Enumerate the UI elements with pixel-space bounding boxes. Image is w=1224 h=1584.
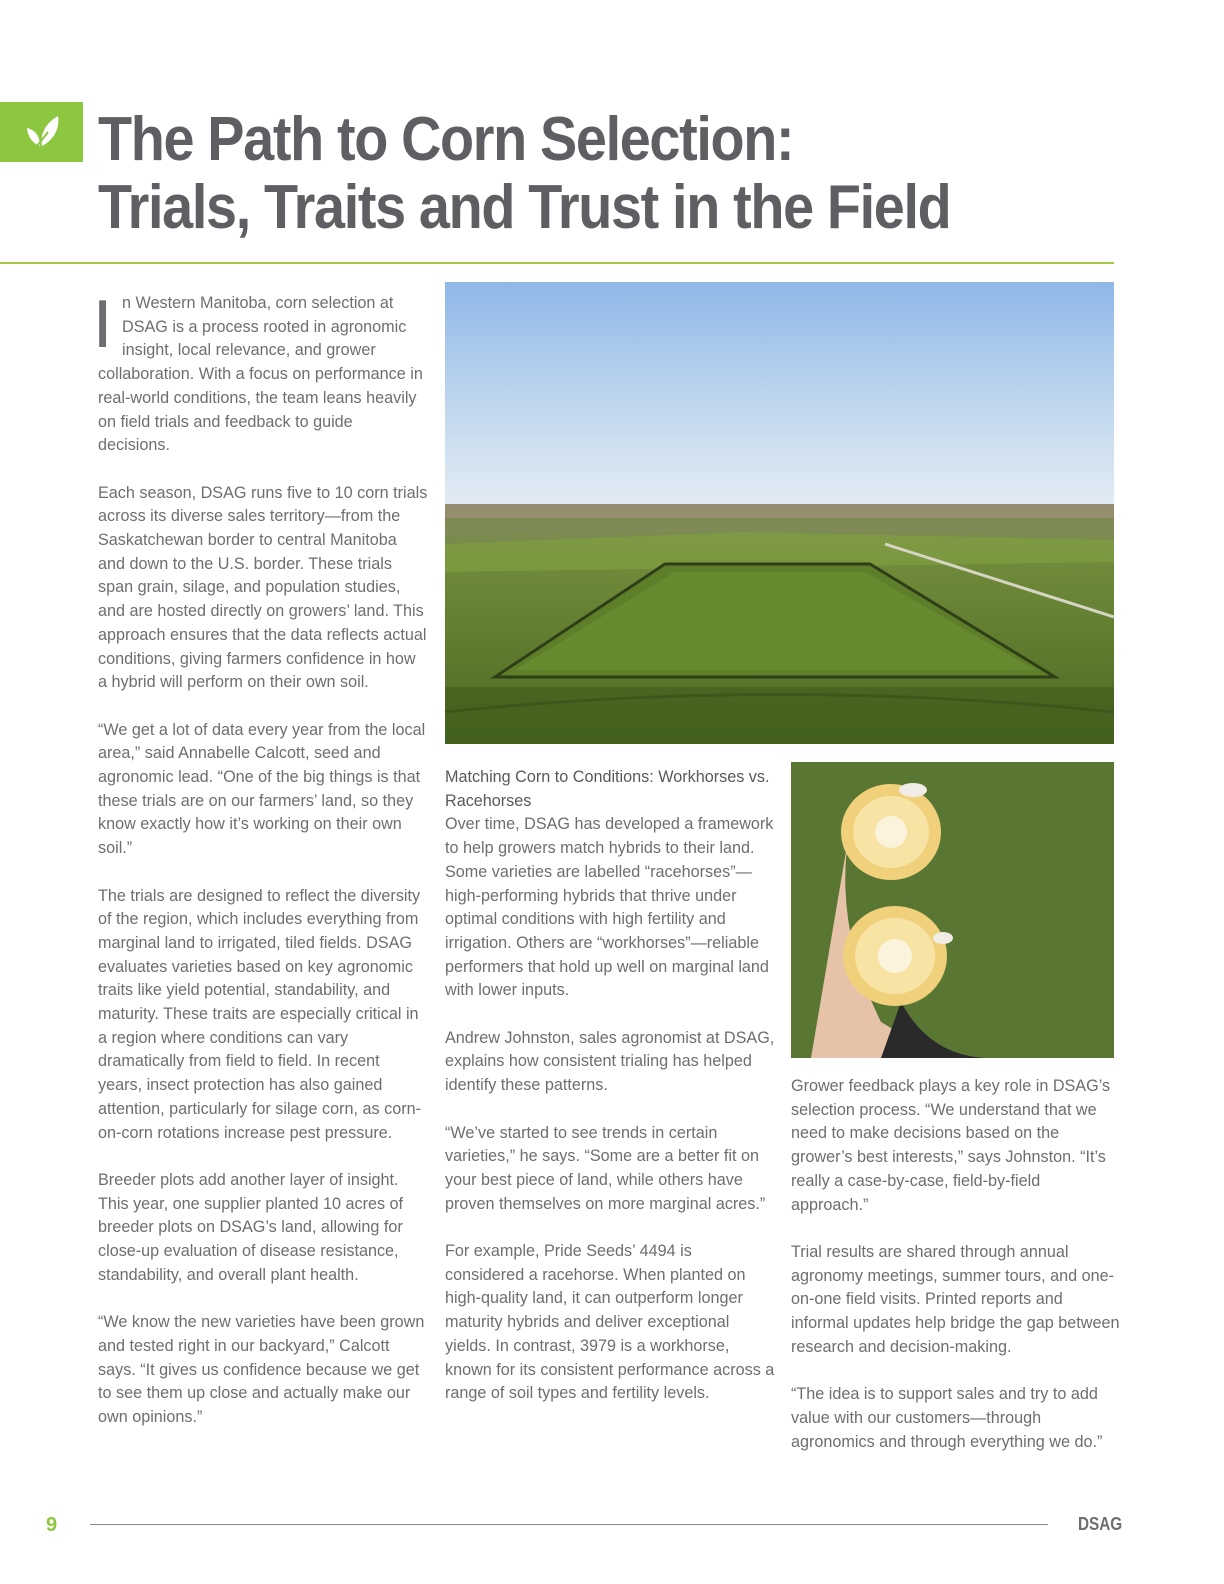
page-number: 9 [46,1514,58,1536]
page-title [98,106,998,242]
paragraph: Grower feedback plays a key role in DSAG’s selection process. “We understand that we need to make decisions based on the grower’s best interests,” says Johnston. “It’s really a case-by-case, field-by-field approach.” [791,1077,1111,1214]
paragraph: Trial results are shared through annual agronomy meetings, summer tours, and one-on-one field visits. Printed reports and informal updates help bridge the gap between research and decision-making. [791,1242,1120,1356]
section-badge [0,102,83,162]
dropcap: I [96,286,110,362]
section-block [445,766,775,1003]
intro-paragraph [96,286,428,458]
paragraph: “The idea is to support sales and try to add value with our customers—through agronomics and through everything we do.” [791,1385,1103,1451]
paragraph: “We get a lot of data every year from the local area,” said Annabelle Calcott, seed and agronomic lead. “One of the big things is that these trials are on our farmers’ land, so they know exactly how it’s working on their own soil.” [98,720,426,858]
paragraph: “We’ve started to see trends in certain varieties,” he says. “Some are a better fit on your best piece of land, while others have proven themselves on more marginal acres.” [445,1123,766,1213]
section-subhead: Matching Corn to Conditions: Workhorses vs. Racehorses [445,768,770,810]
article-column-1 [96,286,428,1430]
paragraph-text: Over time, DSAG has developed a framework to help growers match hybrids to their land. Some varieties are labelled “racehorses”—high-performing hybrids that thrive under optimal conditions with high fertility and irrigation. Others are “workhorses”—reliable performers that hold up well on marginal land with lower inputs. [445,815,774,1000]
paragraph: “We know the new varieties have been grown and tested right in our backyard,” Calcott says. “It gives us confidence because we get to see them up close and actually make our own opinions.” [98,1313,425,1426]
paragraph: Each season, DSAG runs five to 10 corn trials across its diverse sales territory—from the Saskatchewan border to central Manitoba and down to the U.S. border. These trials span grain, silage, and population studies, and are hosted directly on growers’ land. This approach ensures that the data reflects actual conditions, giving farmers confidence in how a hybrid will perform on their own soil. [98,483,428,692]
title-line-1: The Path to Corn Selection: [98,105,794,174]
paragraph: The trials are designed to reflect the diversity of the region, which includes everything from marginal land to irrigated, tiled fields. DSAG evaluates varieties based on key agronomic traits like yield potential, standability, and maturity. These traits are especially critical in a region where conditions can vary dramatically from field to field. In recent years, insect protection has also gained attention, particularly for silage corn, as corn-on-corn rotations increase pest pressure. [98,886,421,1142]
aerial-field-photo [445,282,1114,744]
footer-divider [90,1524,1048,1525]
article-column-3 [791,1075,1121,1454]
title-divider [0,262,1114,264]
article-column-2 [445,766,775,1406]
corn-cob-photo [791,762,1114,1058]
paragraph: Breeder plots add another layer of insight. This year, one supplier planted 10 acres of breeder plots on DSAG’s land, allowing for close-up evaluation of disease resistance, standability, and overall plant health. [98,1170,404,1284]
intro-text: n Western Manitoba, corn selection at DSAG is a process rooted in agronomic insight, local relevance, and grower collaboration. With a focus on performance in real-world conditions, the team leans heavily on field trials and feedback to guide decisions. [98,294,423,455]
paragraph: Andrew Johnston, sales agronomist at DSAG, explains how consistent trialing has helped identify these patterns. [445,1028,775,1095]
paragraph: For example, Pride Seeds’ 4494 is considered a racehorse. When planted on high-quality land, it can outperform longer maturity hybrids and deliver exceptional yields. In contrast, 3979 is a workhorse, known for its consistent performance across a range of soil types and fertility levels. [445,1242,775,1403]
leaf-icon [20,110,64,154]
title-line-2: Trials, Traits and Trust in the Field [98,173,951,242]
footer-brand: DSAG [1078,1514,1123,1534]
